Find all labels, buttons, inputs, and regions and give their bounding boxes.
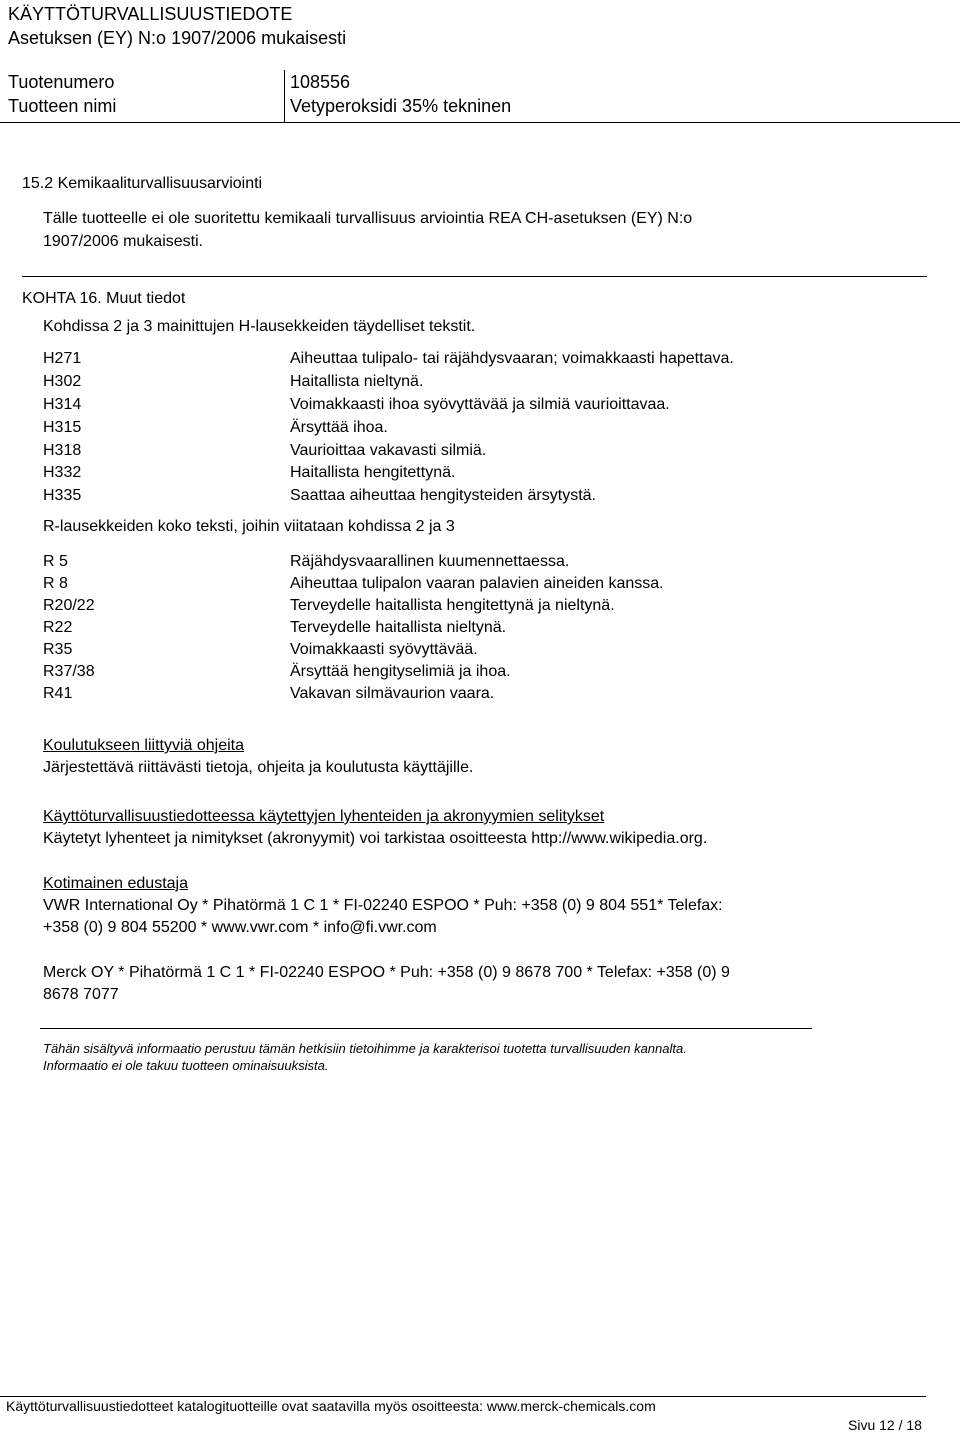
h-statements-intro: Kohdissa 2 ja 3 mainittujen H-lausekkeiden täydelliset tekstit. — [43, 318, 476, 335]
page-number: Sivu 12 / 18 — [848, 1417, 922, 1433]
abbreviations-heading: Käyttöturvallisuustiedotteessa käytettyjen lyhenteiden ja akronyymien selitykset — [43, 808, 605, 825]
product-number-label: Tuotenumero — [8, 72, 115, 92]
representative-vwr-line1: VWR International Oy * Pihatörmä 1 C 1 * FI-02240 ESPOO * Puh: +358 (0) 9 804 551* Telefax: — [43, 897, 723, 914]
h-statement-code: H315 — [43, 419, 82, 436]
section-15-2-text-line1: Tälle tuotteelle ei ole suoritettu kemikaali turvallisuus arviointia REA CH-asetuksen (EY) N:o — [43, 210, 693, 227]
header-rule — [0, 122, 960, 123]
r-phrase-text: Terveydelle haitallista nieltynä. — [290, 619, 507, 636]
training-heading: Koulutukseen liittyviä ohjeita — [43, 737, 245, 754]
footer-catalog-text: Käyttöturvallisuustiedotteet katalogituotteille ovat saatavilla myös osoitteesta: www.merck-chemicals.com — [6, 1398, 656, 1414]
h-statement-code: H271 — [43, 350, 82, 367]
h-statement-text: Voimakkaasti ihoa syövyttävää ja silmiä vaurioittavaa. — [290, 396, 670, 413]
r-phrase-text: Vakavan silmävaurion vaara. — [290, 685, 495, 702]
r-phrase-text: Ärsyttää hengityselimiä ja ihoa. — [290, 663, 511, 680]
product-number-value: 108556 — [290, 72, 351, 92]
h-statement-code: H302 — [43, 373, 82, 390]
r-phrase-code: R37/38 — [43, 663, 95, 680]
h-statement-text: Vaurioittaa vakavasti silmiä. — [290, 442, 487, 459]
disclaimer-line1: Tähän sisältyvä informaatio perustuu tämän hetkisiin tietoihimme ja karakterisoi tuotetta turvallisuuden kannalta. — [43, 1041, 687, 1056]
training-text: Järjestettävä riittävästi tietoja, ohjeita ja koulutusta käyttäjille. — [43, 759, 474, 776]
r-phrase-code: R20/22 — [43, 597, 95, 614]
document-subtitle: Asetuksen (EY) N:o 1907/2006 mukaisesti — [8, 28, 347, 48]
disclaimer-line2: Informaatio ei ole takuu tuotteen ominaisuuksista. — [43, 1058, 329, 1073]
h-statement-code: H332 — [43, 464, 82, 481]
header-divider — [284, 70, 285, 122]
r-phrase-text: Aiheuttaa tulipalon vaaran palavien aineiden kanssa. — [290, 575, 664, 592]
h-statement-code: H335 — [43, 487, 82, 504]
section-15-2-heading: 15.2 Kemikaaliturvallisuusarviointi — [22, 175, 263, 192]
h-statement-text: Ärsyttää ihoa. — [290, 419, 388, 436]
document-title: KÄYTTÖTURVALLISUUSTIEDOTE — [8, 4, 293, 24]
h-statement-text: Haitallista nieltynä. — [290, 373, 424, 390]
disclaimer-rule — [40, 1028, 812, 1029]
h-statement-text: Aiheuttaa tulipalo- tai räjähdysvaaran; voimakkaasti hapettava. — [290, 350, 734, 367]
r-phrase-code: R41 — [43, 685, 73, 702]
representative-merck-line1: Merck OY * Pihatörmä 1 C 1 * FI-02240 ESPOO * Puh: +358 (0) 9 8678 700 * Telefax: +358 (0) 9 — [43, 964, 730, 981]
representative-heading: Kotimainen edustaja — [43, 875, 188, 892]
section-16-heading: KOHTA 16. Muut tiedot — [22, 290, 186, 307]
representative-merck-line2: 8678 7077 — [43, 986, 119, 1003]
h-statement-code: H314 — [43, 396, 82, 413]
r-phrase-code: R22 — [43, 619, 73, 636]
h-statement-code: H318 — [43, 442, 82, 459]
r-phrase-code: R 8 — [43, 575, 68, 592]
product-name-label: Tuotteen nimi — [8, 96, 117, 116]
product-name-value: Vetyperoksidi 35% tekninen — [290, 96, 512, 116]
r-phrases-intro: R-lausekkeiden koko teksti, joihin viitataan kohdissa 2 ja 3 — [43, 518, 455, 535]
footer-rule — [0, 1396, 926, 1397]
r-phrase-text: Voimakkaasti syövyttävää. — [290, 641, 478, 658]
section-15-2-text-line2: 1907/2006 mukaisesti. — [43, 233, 204, 250]
abbreviations-text: Käytetyt lyhenteet ja nimitykset (akronyymit) voi tarkistaa osoitteesta http://www.wikipedia.org. — [43, 830, 708, 847]
section-rule — [22, 276, 927, 277]
representative-vwr-line2: +358 (0) 9 804 55200 * www.vwr.com * info@fi.vwr.com — [43, 919, 437, 936]
r-phrase-code: R35 — [43, 641, 73, 658]
r-phrase-code: R 5 — [43, 553, 68, 570]
r-phrase-text: Räjähdysvaarallinen kuumennettaessa. — [290, 553, 570, 570]
h-statement-text: Haitallista hengitettynä. — [290, 464, 456, 481]
r-phrase-text: Terveydelle haitallista hengitettynä ja nieltynä. — [290, 597, 615, 614]
h-statement-text: Saattaa aiheuttaa hengitysteiden ärsytystä. — [290, 487, 596, 504]
